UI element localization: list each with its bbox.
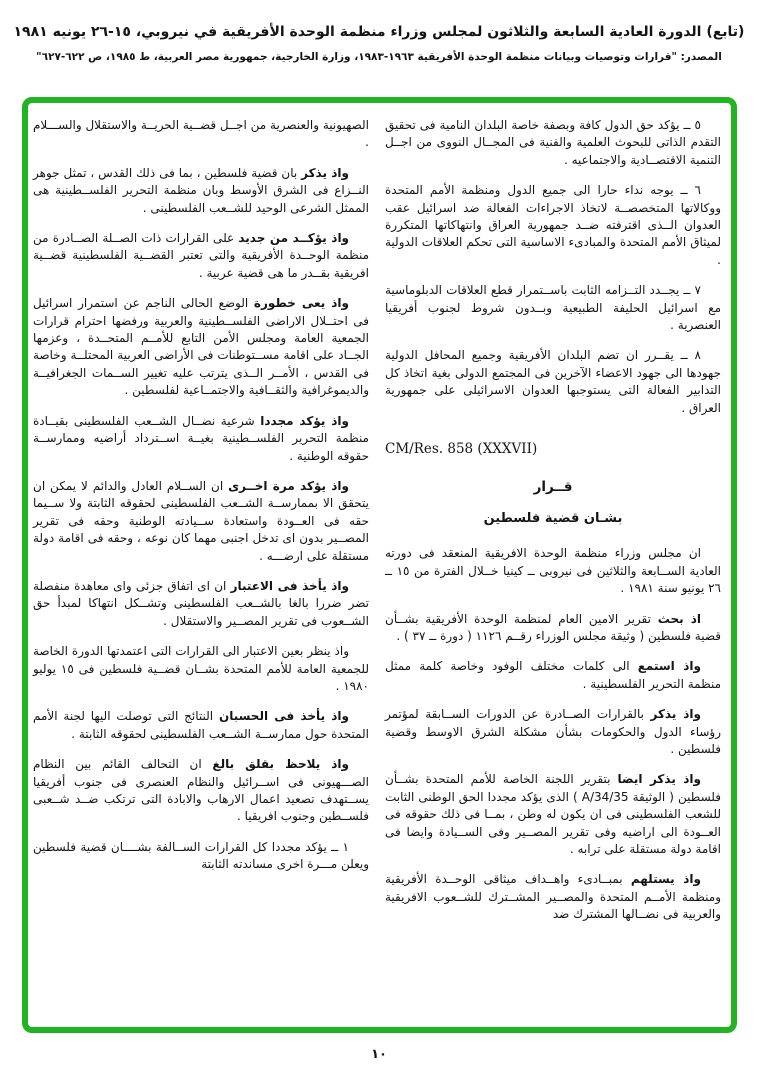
page-header	[10, 24, 748, 63]
paragraph-text: ١ ــ يؤكد مجددا كل القرارات الســالفة بشــــان قضية فلسطين ويعلن مـــرة اخرى مساندته الثابتة	[33, 839, 369, 872]
paragraph-lead: واذ يؤكــد من جديد	[238, 231, 350, 246]
paragraph	[33, 230, 369, 282]
paragraph-text: شرعية نضــال الشــعب الفلسطينى بقيــادة منظمة التحرير الفلســطينية بغيــة اســترداد أراضيه وممارســة حقوقه الوطنية .	[33, 413, 369, 463]
paragraph	[33, 413, 369, 465]
paragraph	[385, 347, 721, 417]
paragraph-text: ان التحالف القائم بين النظام الصـــهيونى فى اســرائيل والنظام العنصرى فى جنوب أفريقيا يســتهدف تصعيد اعمال الارهاب والابادة التى ترتكب ضــد شــعبى فلســطين وجنوب افريقيا .	[33, 757, 369, 824]
paragraph-text: ٨ ــ يقــرر ان تضم البلدان الأفريقية وجميع المحافل الدولية جهودها الى جهود الاعضاء الآخرين فى المجتمع الدولى بغية اتخاذ كل التدابير الفعالة التى يستوجبها العدوان الاسرائيلى على جمهورية العراق .	[385, 348, 721, 415]
resolution-number: CM/Res. 858 (XXXVII)	[385, 441, 538, 458]
paragraph	[385, 611, 721, 646]
paragraph-lead: واذ يؤكد مرة اخــرى	[228, 478, 350, 493]
column-left	[33, 117, 369, 1017]
resolution-subtitle: بشـان قضية فلسطين	[483, 510, 623, 526]
paragraph-text: بتقرير اللجنة الخاصة للأمم المتحدة بشــأن فلسطين ( الوثيقة A/34/35 ) الذى يؤكد مجددا الحق الوطنى الثابت للشعب الفلسطينى فى ان يكون له وطن ، بمــا فى ذلك حقوقه فى العــودة الى اراضيه وفى تقرير المصــير وفى الســيادة وايضا فى اقامة دولة مستقلة على ترابه .	[385, 772, 721, 856]
paragraph	[33, 708, 369, 743]
column-right	[385, 117, 721, 1017]
paragraph-lead: واذ يؤكد مجددا	[260, 413, 349, 428]
paragraph	[385, 871, 721, 923]
paragraph	[385, 658, 721, 693]
paragraph-text: بمبــادىء واهــداف ميثاقى الوحــدة الأفريقية ومنظمة الأمــم المتحدة والمصــير المشــترك للشــعوب الافريقية والعربية فى نضــالها المشترك ضد	[385, 872, 721, 922]
paragraph-text: الى كلمات مختلف الوفود وخاصة كلمة ممثل منظمة التحرير الفلسطينية .	[385, 659, 721, 691]
paragraph-text: النتائج التى توصلت اليها لجنة الأمم المتحدة حول ممارســة الشــعب الفلسطينى لحقوقه الثابتة .	[33, 709, 369, 741]
paragraph	[33, 295, 369, 399]
header-session-title: (تابع) الدورة العادية السابعة والثلاثون لمجلس وزراء منظمة الوحدة الأفريقية في نيروبي، ١٥-٢٦ يونيه ١٩٨١	[13, 24, 745, 40]
paragraph	[33, 478, 369, 565]
paragraph-lead: واذ يستلهم	[630, 872, 701, 887]
paragraph-lead: اذ بحث	[657, 611, 701, 626]
paragraph-text: ٦ ــ يوجه نداء حارا الى جميع الدول ومنظمة الأمم المتحدة ووكالاتها المتخصصــة لاتخاذ الاجراءات الفعالة ضد اسرائيل عقب العدوان الــذى اقترفته ضــد جمهورية العراق وانتهاكاتها المتكررة لميثاق الأمم المتحدة والمبادىء الاساسية التى تحكم العلاقات الدولية .	[385, 183, 721, 267]
paragraph	[33, 117, 369, 152]
paragraph-lead: واذ يأخذ فى الاعتبار	[230, 578, 350, 593]
paragraph	[385, 182, 721, 269]
paragraph-text: بان قضية فلسطين ، بما فى ذلك القدس ، تمثل جوهر النــزاع فى الشرق الأوسط وبان منظمة التحرير الفلســطينية هى الممثل الشرعى الوحيد للشــعب الفلسطينى .	[33, 165, 369, 215]
paragraph-text: ان الســلام العادل والدائم لا يمكن ان يتحقق الا بممارســة الشــعب الفلسطينى لحقوقه الثابتة ولا ســيما حقه فى العــودة واستعادة ســيادته الوطنية وحقه فى تقرير المصــير بدون اى تدخل اجنبى مهما كان نوعه ، وحقه فى اقامة دولة مستقلة على ارضـــه .	[33, 478, 369, 563]
paragraph-lead: واذ يأخذ فى الحسبان	[218, 709, 349, 724]
header-source-line: المصدر: "قرارات وتوصيات وبيانات منظمة الوحدة الأفريقية ١٩٦٣-١٩٨٣، وزارة الخارجية، جمهورية مصر العربية، ط ١٩٨٥، ص ٦٢٢-٦٢٧"	[36, 51, 722, 63]
document-columns	[28, 103, 731, 1027]
paragraph-text: ان اى اتفاق جزئى واى معاهدة منفصلة تضر ضررا بالغا بالشــعب الفلسطينى وتشــكل انتهاكا لمبدأ حق الشــعوب فى تقرير المصــير والاستقلال .	[33, 578, 369, 628]
paragraph	[33, 756, 369, 826]
paragraph-lead: واذ يذكر	[650, 707, 701, 722]
paragraph-text: على القرارات ذات الصــلة الصــادرة من منظمة الوحــدة الأفريقية والتى تعتبر القضــية الفلسطينية قضــية افريقية بقــدر ما هى قضية عربية .	[33, 231, 369, 280]
paragraph-text: ٥ ــ يؤكد حق الدول كافة وبصفة خاصة البلدان النامية فى تحقيق التقدم الذاتى للبحوث العلمية والفنية فى المجــال النووى من اجــل التنمية الاقتصــادية والاجتماعيه .	[385, 118, 721, 167]
paragraph-text: ٧ ــ يجــدد التــزامه الثابت باســتمرار قطع العلاقات الدبلوماسية مع اسرائيل الحليفة الطبيعية وبــدون شروط لجنوب أفريقيا العنصرية .	[385, 283, 721, 333]
page-number: ١٠	[371, 1047, 387, 1062]
paragraph-text: واذ ينظر بعين الاعتبار الى القرارات التى اعتمدتها الدورة الخاصة للجمعية العامة للأمم المتحدة بشــان قضــية فلسطين فى ١٥ يوليو ١٩٨٠ .	[33, 644, 369, 693]
paragraph	[385, 117, 721, 169]
paragraph	[33, 839, 369, 874]
paragraph	[385, 545, 721, 597]
paragraph	[33, 165, 369, 217]
paragraph	[33, 643, 369, 695]
paragraph	[385, 282, 721, 334]
paragraph-lead: واذ يعى خطورة	[253, 296, 349, 311]
paragraph	[385, 706, 721, 758]
resolution-title: قــرار	[533, 478, 573, 495]
paragraph-text: الصهيونية والعنصرية من اجــل قضــية الحريــة والاستقلال والســـلام .	[33, 118, 369, 150]
paragraph-text: تقرير الامين العام لمنظمة الوحدة الأفريقية بشــأن قضية فلسطين ( وثيقة مجلس الوزراء رقــم ١١٢٦ ( دورة ــ ٣٧ ) .	[385, 611, 721, 643]
paragraph	[385, 771, 721, 858]
paragraph	[33, 578, 369, 630]
paragraph-text: بالقرارات الصــادرة عن الدورات الســابقة لمؤتمر رؤساء الدول والحكومات بشأن مشكلة الشرق الاوسط وقضية فلسطين .	[385, 707, 721, 756]
paragraph-lead: واذ يذكر ايضا	[617, 772, 701, 787]
paragraph-lead: واذ استمع	[637, 659, 701, 674]
paragraph-text: الوضع الحالى الناجم عن استمرار اسرائيل فى احتــلال الاراضى الفلســطينية والعربية ورفضها احترام قرارات الجمعية العامة ومجلس الأمن التابع للأمــم المتحــدة ، وعزمها الجــاد على اقامة مســتوطنات فى الأراضى العربية المحتلــة وخاصة فى القدس ، الأمــر الــذى يترتب عليه تغيير الســمات الجغرافيــة والديموغرافية والثقــافية والاجتمــاعية لفلسطين .	[33, 296, 369, 398]
paragraph-lead: واذ يلاحظ بقلق بالغ	[212, 757, 349, 772]
document-frame	[22, 97, 737, 1033]
paragraph-lead: واذ يذكر	[301, 165, 349, 180]
paragraph-text: ان مجلس وزراء منظمة الوحدة الافريقية المنعقد فى دورته العادية الســابعة والثلاثين فى نيروبى ــ كينيا خــلال الفترة من ١٥ ــ ٢٦ يونيو سنة ١٩٨١ .	[385, 546, 721, 596]
